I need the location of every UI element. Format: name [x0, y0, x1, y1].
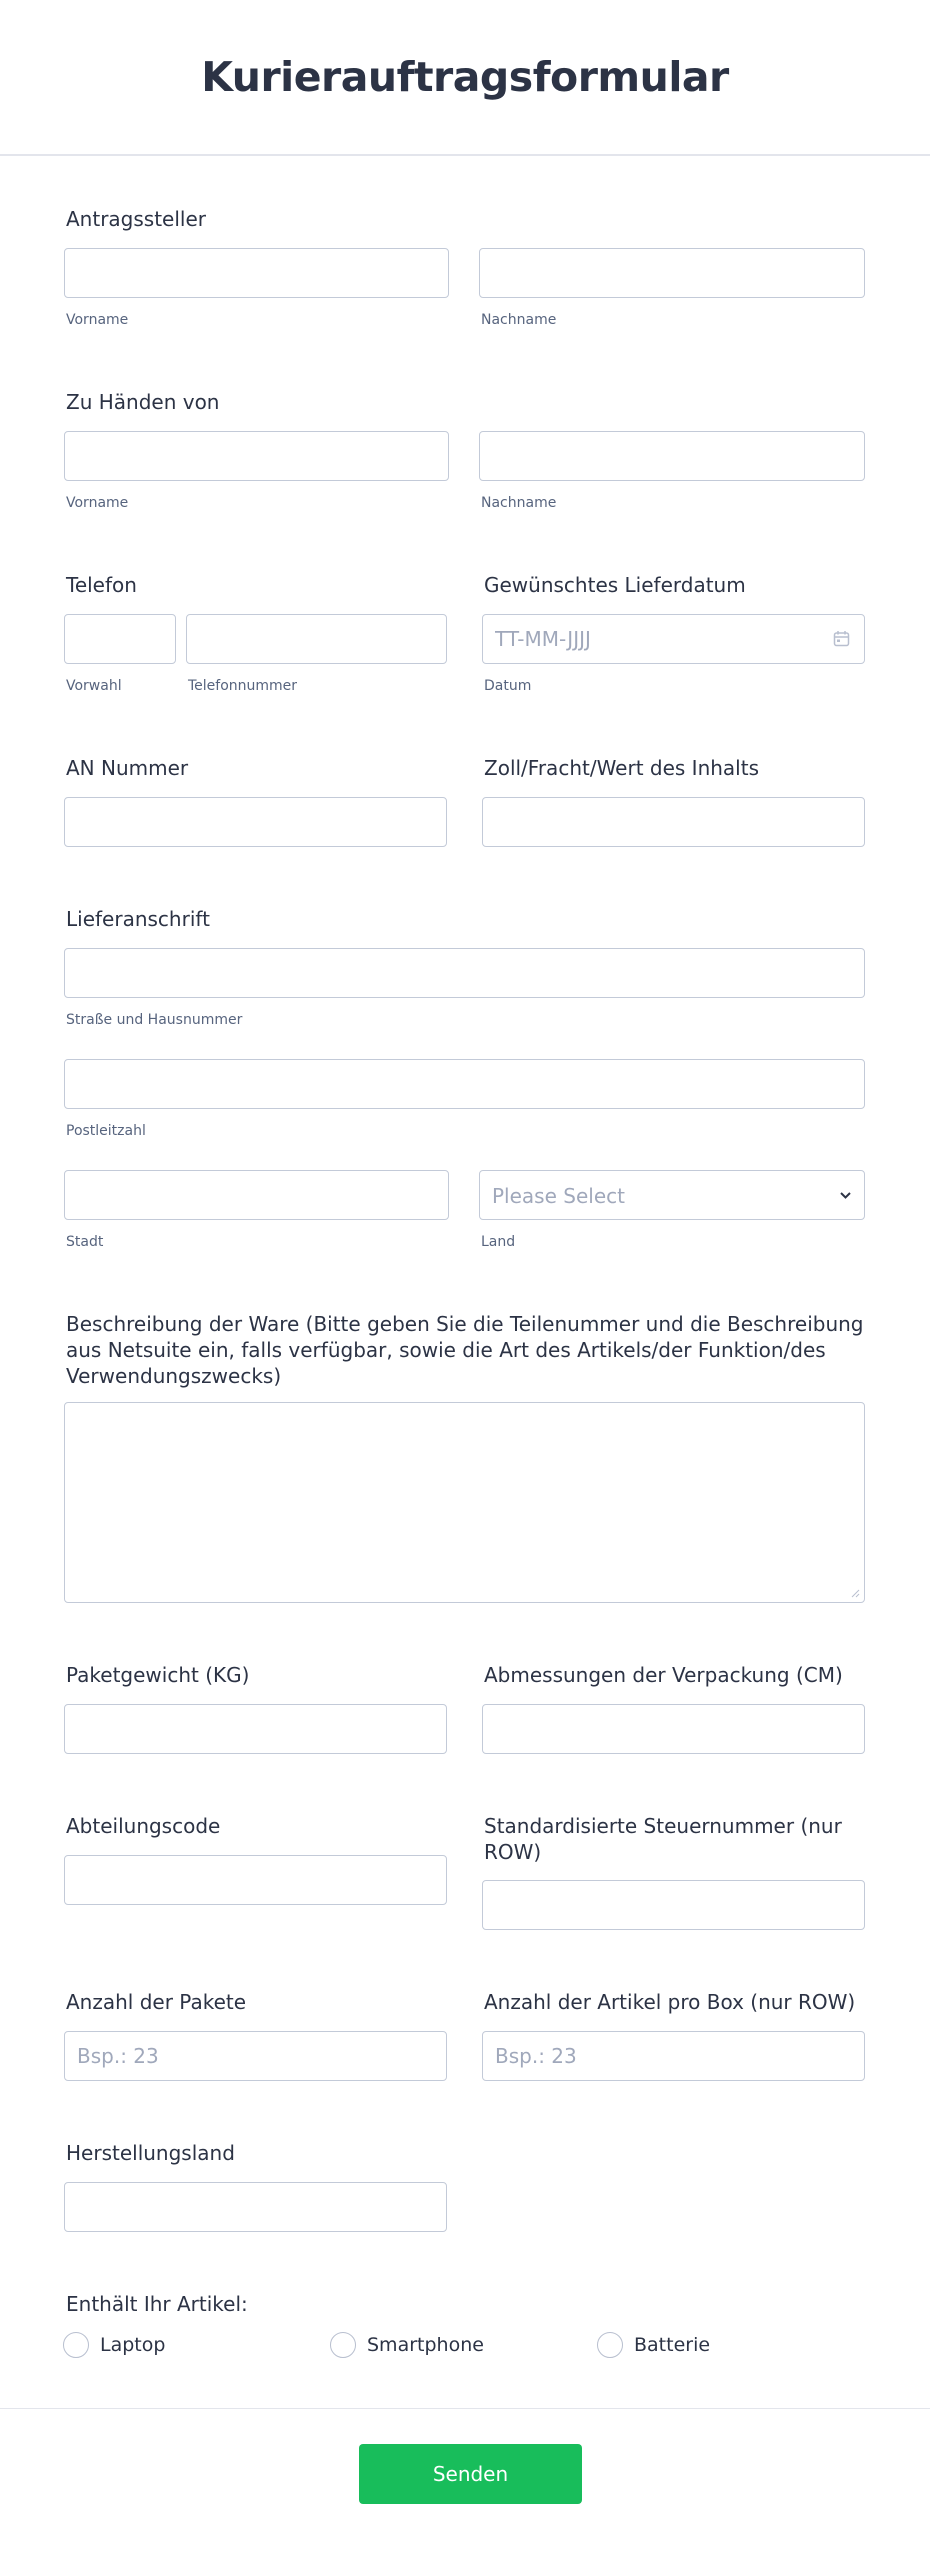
city-input[interactable] — [64, 1170, 449, 1220]
chevron-down-icon — [839, 1190, 852, 1200]
attention-last-name-sublabel: Nachname — [481, 495, 557, 511]
contains-label: Enthält Ihr Artikel: — [66, 2292, 248, 2316]
phone-area-code-sublabel: Vorwahl — [66, 678, 122, 694]
an-number-label: AN Nummer — [66, 756, 189, 780]
attention-last-name-input[interactable] — [479, 431, 865, 481]
tax-number-input[interactable] — [482, 1880, 865, 1930]
submit-button[interactable]: Senden — [359, 2444, 582, 2504]
customs-value-input[interactable] — [482, 797, 865, 847]
an-number-input[interactable] — [64, 797, 447, 847]
package-weight-input[interactable] — [64, 1704, 447, 1754]
applicant-first-name-sublabel: Vorname — [66, 312, 129, 328]
delivery-date-input[interactable] — [482, 614, 865, 664]
address-label: Lieferanschrift — [66, 907, 210, 931]
applicant-first-name-input[interactable] — [64, 248, 449, 298]
phone-number-sublabel: Telefonnummer — [188, 678, 298, 694]
zip-sublabel: Postleitzahl — [66, 1123, 146, 1139]
package-weight-label: Paketgewicht (KG) — [66, 1663, 250, 1687]
customs-value-label: Zoll/Fracht/Wert des Inhalts — [484, 756, 759, 780]
delivery-date-sublabel: Datum — [484, 678, 532, 694]
page-title: Kurierauftragsformular — [201, 53, 729, 101]
radio-laptop-label[interactable]: Laptop — [100, 2334, 166, 2356]
radio-smartphone-label[interactable]: Smartphone — [367, 2334, 484, 2356]
attention-label: Zu Händen von — [66, 390, 220, 414]
country-sublabel: Land — [481, 1234, 516, 1250]
country-select-value: Please Select — [492, 1184, 625, 1208]
resize-handle-icon[interactable] — [850, 1588, 860, 1598]
applicant-label: Antragssteller — [66, 207, 206, 231]
package-dimensions-label: Abmessungen der Verpackung (CM) — [484, 1663, 843, 1687]
calendar-icon[interactable] — [833, 630, 850, 647]
phone-number-input[interactable] — [186, 614, 447, 664]
radio-laptop[interactable] — [63, 2332, 89, 2358]
radio-smartphone[interactable] — [330, 2332, 356, 2358]
origin-country-label: Herstellungsland — [66, 2141, 235, 2165]
radio-battery-label[interactable]: Batterie — [634, 2334, 711, 2356]
department-code-input[interactable] — [64, 1855, 447, 1905]
street-input[interactable] — [64, 948, 865, 998]
applicant-last-name-sublabel: Nachname — [481, 312, 557, 328]
items-per-box-input[interactable] — [482, 2031, 865, 2081]
attention-first-name-sublabel: Vorname — [66, 495, 129, 511]
city-sublabel: Stadt — [66, 1234, 104, 1250]
footer-divider — [0, 2408, 930, 2409]
num-packages-label: Anzahl der Pakete — [66, 1990, 247, 2014]
phone-label: Telefon — [66, 573, 137, 597]
form-header — [0, 0, 930, 156]
delivery-date-label: Gewünschtes Lieferdatum — [484, 573, 746, 597]
items-per-box-label: Anzahl der Artikel pro Box (nur ROW) — [484, 1990, 856, 2014]
num-packages-input[interactable] — [64, 2031, 447, 2081]
tax-number-label: Standardisierte Steuernummer (nur ROW) — [484, 1814, 842, 1864]
phone-area-code-input[interactable] — [64, 614, 176, 664]
radio-battery[interactable] — [597, 2332, 623, 2358]
country-select[interactable] — [479, 1170, 865, 1220]
department-code-label: Abteilungscode — [66, 1814, 221, 1838]
description-textarea[interactable] — [64, 1402, 865, 1603]
street-sublabel: Straße und Hausnummer — [66, 1012, 243, 1028]
package-dimensions-input[interactable] — [482, 1704, 865, 1754]
zip-input[interactable] — [64, 1059, 865, 1109]
attention-first-name-input[interactable] — [64, 431, 449, 481]
description-label: Beschreibung der Ware (Bitte geben Sie die Teilenummer und die Beschreibung aus Netsuite ein, falls verfügbar, sowie die Art des Artikels/der Funktion/des Verwendungszwecks) — [66, 1312, 864, 1388]
applicant-last-name-input[interactable] — [479, 248, 865, 298]
origin-country-input[interactable] — [64, 2182, 447, 2232]
